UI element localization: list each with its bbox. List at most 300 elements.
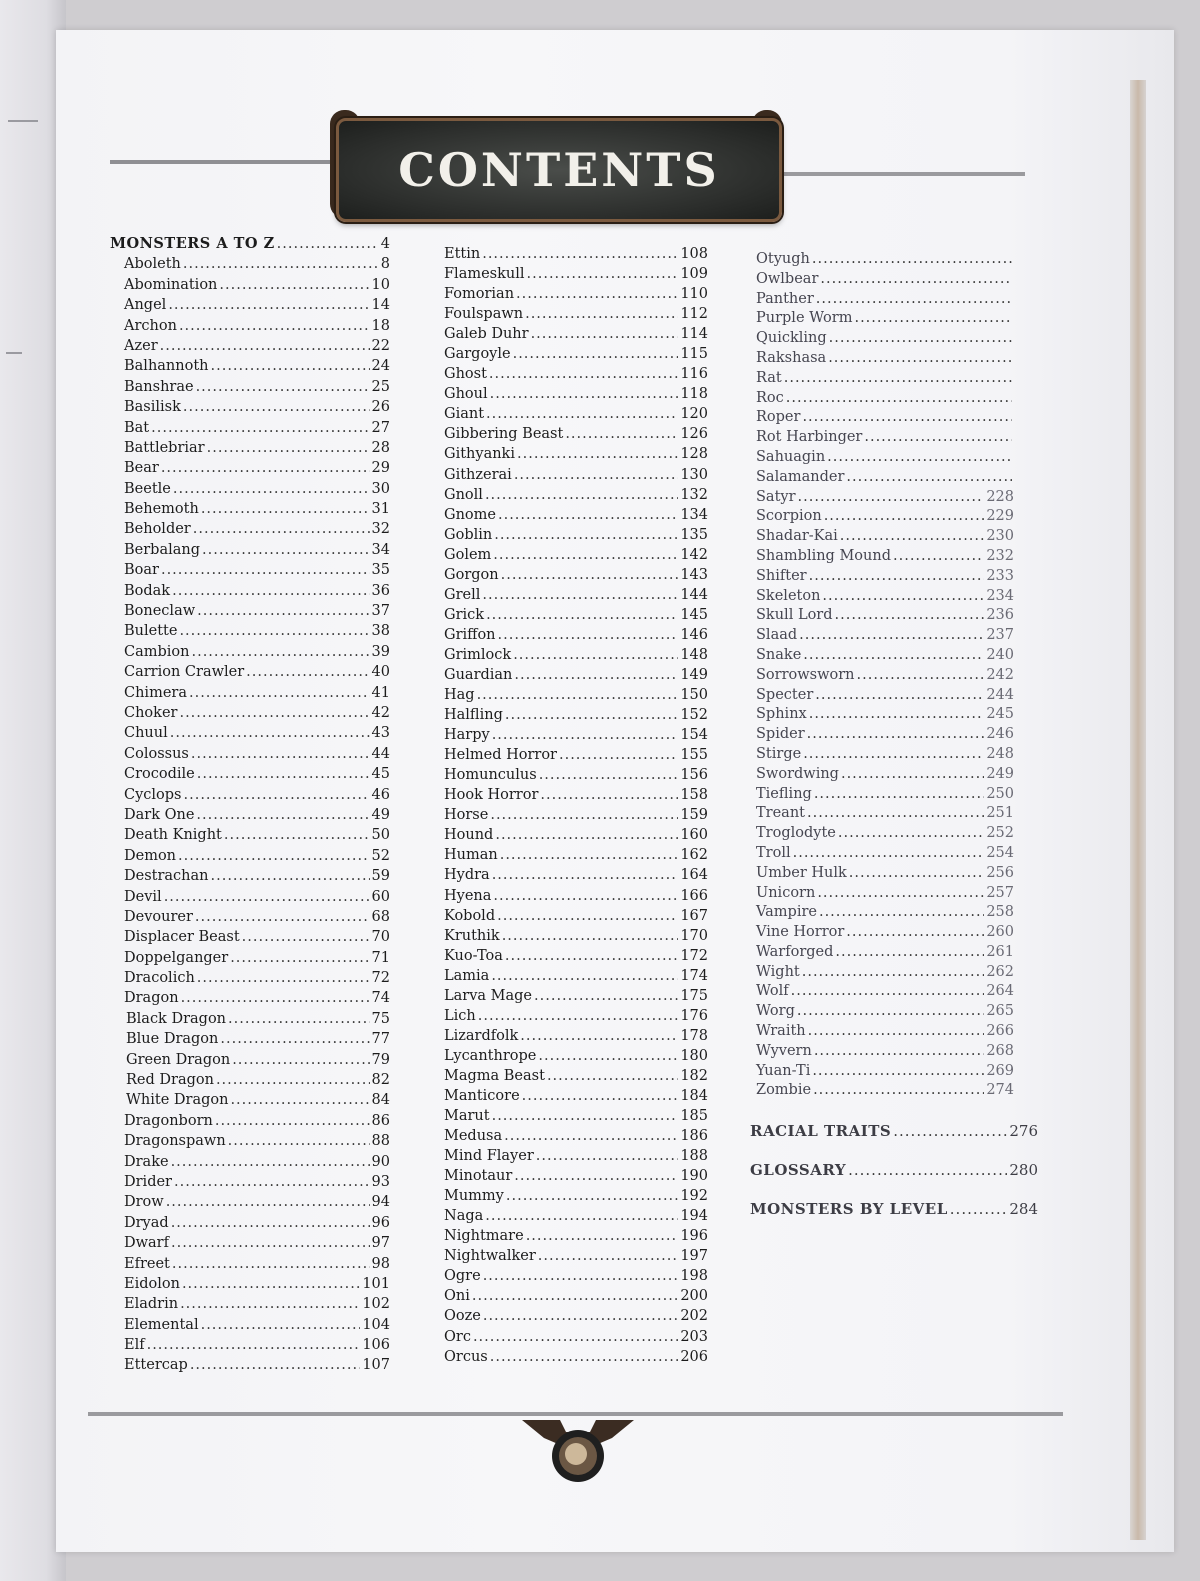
toc-entry xyxy=(110,805,390,825)
toc-entry-name: Otyugh xyxy=(756,251,810,267)
toc-entry-page: 250 xyxy=(986,785,1014,802)
toc-entry-page: 38 xyxy=(371,623,390,640)
toc-entry-name: Naga xyxy=(444,1208,484,1225)
toc-entry xyxy=(756,903,1014,923)
toc-entry-page: 264 xyxy=(986,983,1014,1000)
toc-leader-dots xyxy=(817,884,984,904)
toc-entry-name: Griffon xyxy=(444,626,496,643)
toc-entry-page: 118 xyxy=(680,386,708,403)
toc-entry-name: Sphinx xyxy=(756,706,807,723)
toc-entry xyxy=(110,1274,390,1294)
toc-entry xyxy=(110,1213,390,1233)
toc-entry-name: Chuul xyxy=(124,725,168,742)
toc-entry-name: Crocodile xyxy=(124,766,195,783)
toc-entry-name: Carrion Crawler xyxy=(124,664,245,681)
toc-entry-page: 86 xyxy=(371,1112,390,1129)
toc-entry-name: Snake xyxy=(756,646,802,663)
toc-entry xyxy=(444,1347,708,1367)
toc-entry-name: Devourer xyxy=(124,908,193,925)
toc-entry-name: Lizardfolk xyxy=(444,1027,519,1044)
toc-leader-dots xyxy=(182,1274,360,1294)
toc-entry-name: Unicorn xyxy=(756,884,816,901)
toc-entry xyxy=(444,886,708,906)
toc-entry-name: Yuan-Ti xyxy=(756,1062,811,1079)
toc-leader-dots xyxy=(820,270,1012,290)
toc-entry-page: 128 xyxy=(680,446,708,463)
toc-entry xyxy=(444,966,708,986)
toc-entry-page: 34 xyxy=(371,541,390,558)
toc-leader-dots xyxy=(170,723,370,743)
toc-entry-page: 8 xyxy=(380,256,390,273)
toc-entry-page: 228 xyxy=(986,488,1014,505)
toc-entry-name: Dragonborn xyxy=(124,1112,213,1129)
toc-entry-page: 144 xyxy=(680,586,708,603)
toc-entry xyxy=(110,295,390,315)
toc-entry-page: 84 xyxy=(371,1092,390,1109)
toc-entry xyxy=(756,488,1014,508)
toc-leader-dots xyxy=(527,264,679,284)
toc-entry xyxy=(444,765,708,785)
toc-leader-dots xyxy=(485,485,678,505)
toc-leader-dots xyxy=(807,725,985,745)
toc-section-entry xyxy=(750,1198,1038,1237)
toc-entry-page: 252 xyxy=(986,825,1014,842)
toc-entry xyxy=(444,906,708,926)
toc-entry xyxy=(110,601,390,621)
toc-entry-page: 232 xyxy=(986,547,1014,564)
toc-entry-name: Gnome xyxy=(444,506,496,523)
toc-entry xyxy=(756,428,1014,448)
toc-entry-name: Shifter xyxy=(756,567,807,584)
toc-entry-page: 170 xyxy=(680,927,708,944)
toc-entry xyxy=(110,519,390,539)
page-stack-edge xyxy=(1130,80,1146,1540)
toc-entry xyxy=(756,606,1014,626)
toc-entry-name: Tiefling xyxy=(756,785,812,802)
toc-leader-dots xyxy=(196,377,370,397)
toc-entry-name: Dark One xyxy=(124,806,195,823)
toc-entry-page: 107 xyxy=(362,1357,390,1374)
toc-leader-dots xyxy=(179,316,370,336)
toc-entry-name: Troglodyte xyxy=(756,825,836,842)
toc-entry-name: Black Dragon xyxy=(126,1010,227,1027)
toc-entry xyxy=(110,275,390,295)
toc-entry xyxy=(756,567,1014,587)
toc-leader-dots xyxy=(513,344,679,364)
toc-leader-dots xyxy=(502,926,679,946)
toc-entry xyxy=(756,646,1014,666)
toc-leader-dots xyxy=(486,404,678,424)
toc-entry-page: 14 xyxy=(371,297,390,314)
toc-entry-name: Ettin xyxy=(444,246,481,262)
toc-entry-page: 160 xyxy=(680,827,708,844)
toc-entry xyxy=(110,846,390,866)
toc-leader-dots xyxy=(495,825,678,845)
toc-entry-name: Behemoth xyxy=(124,501,199,518)
toc-entry-name: Choker xyxy=(124,704,178,721)
toc-entry-page: 36 xyxy=(371,582,390,599)
toc-entry-page: 150 xyxy=(680,687,708,704)
toc-leader-dots xyxy=(835,943,984,963)
toc-leader-dots xyxy=(559,745,678,765)
toc-entry xyxy=(756,745,1014,765)
toc-leader-dots xyxy=(539,765,679,785)
toc-entry xyxy=(444,926,708,946)
contents-banner xyxy=(336,118,782,222)
toc-entry-page: 135 xyxy=(680,526,708,543)
toc-entry xyxy=(110,744,390,764)
toc-entry xyxy=(444,545,708,565)
toc-entry-page: 184 xyxy=(680,1087,708,1104)
toc-entry-name: Sorrowsworn xyxy=(756,666,855,683)
toc-leader-dots xyxy=(215,1111,370,1131)
toc-entry-page: 71 xyxy=(371,949,390,966)
toc-leader-dots xyxy=(803,745,984,765)
toc-leader-dots xyxy=(189,683,370,703)
toc-entry-name: Treant xyxy=(756,805,805,822)
toc-leader-dots xyxy=(797,1002,984,1022)
toc-entry-name: Ogre xyxy=(444,1268,481,1285)
toc-entry-name: Bodak xyxy=(124,582,171,599)
toc-leader-dots xyxy=(168,295,369,315)
toc-entry-name: Ghost xyxy=(444,366,487,383)
toc-entry-name: Giant xyxy=(444,406,485,423)
toc-column-3 xyxy=(756,250,1014,1101)
toc-leader-dots xyxy=(477,685,679,705)
toc-entry-page: 50 xyxy=(371,827,390,844)
toc-entry-name: Owlbear xyxy=(756,270,819,287)
toc-leader-dots xyxy=(494,525,678,545)
toc-leader-dots xyxy=(828,349,1012,369)
toc-leader-dots xyxy=(172,581,369,601)
toc-leader-dots xyxy=(498,505,678,525)
toc-leader-dots xyxy=(195,907,370,927)
page-title: CONTENTS xyxy=(398,143,720,197)
toc-entry-name: Zombie xyxy=(756,1082,812,1099)
toc-entry-name: Dracolich xyxy=(124,970,195,987)
toc-leader-dots xyxy=(197,601,369,621)
toc-entry-name: Slaad xyxy=(756,627,798,644)
toc-entry-name: Boar xyxy=(124,562,159,579)
toc-leader-dots xyxy=(173,479,370,499)
toc-leader-dots xyxy=(228,1131,370,1151)
toc-leader-dots xyxy=(190,1355,361,1375)
toc-entry xyxy=(756,250,1014,270)
toc-entry xyxy=(756,329,1014,349)
toc-leader-dots xyxy=(798,488,985,508)
toc-entry xyxy=(444,264,708,284)
toc-entry-name: Specter xyxy=(756,686,814,703)
toc-entry-page: 24 xyxy=(371,358,390,375)
toc-entry-name: Wight xyxy=(756,963,800,980)
toc-entry xyxy=(444,685,708,705)
toc-entry-name: Gibbering Beast xyxy=(444,426,564,443)
toc-entry-page: 114 xyxy=(680,326,708,343)
toc-entry xyxy=(110,1152,390,1172)
toc-entry xyxy=(756,626,1014,646)
toc-entry-page: 164 xyxy=(680,867,708,884)
toc-entry-page: 149 xyxy=(680,666,708,683)
toc-entry-page: 269 xyxy=(986,1062,1014,1079)
toc-entry xyxy=(756,527,1014,547)
toc-entry xyxy=(444,525,708,545)
toc-entry xyxy=(110,1233,390,1253)
toc-entry-name: Purple Worm xyxy=(756,310,853,327)
toc-entry xyxy=(110,723,390,743)
toc-leader-dots xyxy=(506,1186,678,1206)
toc-leader-dots xyxy=(814,785,984,805)
toc-entry xyxy=(110,377,390,397)
toc-leader-dots xyxy=(172,1254,370,1274)
toc-entry-page: 266 xyxy=(986,1023,1014,1040)
toc-entry xyxy=(444,865,708,885)
toc-entry-name: Elemental xyxy=(124,1316,199,1333)
toc-entry-name: Efreet xyxy=(124,1255,170,1272)
toc-entry-name: Warforged xyxy=(756,943,834,960)
toc-leader-dots xyxy=(492,865,679,885)
toc-leader-dots xyxy=(242,927,370,947)
toc-entry-name: Worg xyxy=(756,1003,795,1020)
toc-entry-name: Banshrae xyxy=(124,378,194,395)
toc-leader-dots xyxy=(490,805,678,825)
toc-leader-dots xyxy=(540,785,678,805)
toc-entry-page: 4 xyxy=(380,236,390,252)
toc-entry xyxy=(110,621,390,641)
toc-entry-name: Vine Horror xyxy=(756,924,845,941)
toc-entry-name: Eladrin xyxy=(124,1296,179,1313)
toc-entry-name: Cambion xyxy=(124,643,190,660)
toc-entry xyxy=(756,1081,1014,1101)
toc-leader-dots xyxy=(786,389,1012,409)
toc-entry-page: 206 xyxy=(680,1348,708,1365)
toc-entry-page: 260 xyxy=(986,924,1014,941)
toc-entry-name: Sahuagin xyxy=(756,448,826,465)
toc-entry xyxy=(110,316,390,336)
toc-entry-name: Salamander xyxy=(756,468,845,485)
toc-entry-name: Ettercap xyxy=(124,1357,188,1374)
toc-entry xyxy=(444,344,708,364)
toc-entry xyxy=(110,540,390,560)
toc-entry-name: Rakshasa xyxy=(756,349,827,366)
toc-entry-page: 188 xyxy=(680,1148,708,1165)
toc-entry xyxy=(444,384,708,404)
toc-entry xyxy=(444,1186,708,1206)
toc-entry-name: Beholder xyxy=(124,521,191,538)
toc-entry xyxy=(110,581,390,601)
toc-leader-dots xyxy=(791,982,985,1002)
toc-entry xyxy=(444,705,708,725)
toc-entry xyxy=(756,844,1014,864)
toc-entry xyxy=(110,438,390,458)
toc-entry xyxy=(110,1070,390,1090)
toc-leader-dots xyxy=(854,309,1012,329)
toc-entry-name: Rot Harbinger xyxy=(756,429,863,446)
toc-entry xyxy=(110,825,390,845)
toc-entry-name: Human xyxy=(444,847,498,864)
toc-entry xyxy=(756,785,1014,805)
toc-entry-page: 94 xyxy=(371,1194,390,1211)
toc-entry-name: Skeleton xyxy=(756,587,821,604)
toc-leader-dots xyxy=(196,805,369,825)
toc-entry-page: 41 xyxy=(371,684,390,701)
toc-entry-page: 246 xyxy=(986,726,1014,743)
toc-leader-dots xyxy=(184,785,370,805)
toc-entry-name: Larva Mage xyxy=(444,987,533,1004)
toc-leader-dots xyxy=(522,1086,679,1106)
toc-section-name: RACIAL TRAITS xyxy=(750,1122,892,1140)
toc-entry xyxy=(756,982,1014,1002)
toc-entry-page: 240 xyxy=(986,646,1014,663)
toc-entry-page: 49 xyxy=(371,806,390,823)
toc-entry xyxy=(756,309,1014,329)
toc-entry xyxy=(110,560,390,580)
toc-entry xyxy=(110,458,390,478)
toc-leader-dots xyxy=(147,1335,361,1355)
toc-entry-page: 274 xyxy=(986,1082,1014,1099)
toc-leader-dots xyxy=(547,1066,678,1086)
toc-entry-name: Orcus xyxy=(444,1348,488,1365)
toc-entry-page: 10 xyxy=(371,276,390,293)
toc-entry-page: 31 xyxy=(371,501,390,518)
toc-entry-name: Swordwing xyxy=(756,765,839,782)
toc-entry-name: Hound xyxy=(444,827,494,844)
toc-entry-page: 44 xyxy=(371,745,390,762)
toc-entry xyxy=(756,448,1014,468)
toc-entry-name: Azer xyxy=(124,337,158,354)
toc-leader-dots xyxy=(193,519,370,539)
toc-entry xyxy=(110,1009,390,1029)
toc-entry-name: Wolf xyxy=(756,983,789,1000)
toc-entry-page: 126 xyxy=(680,426,708,443)
toc-entry-name: Umber Hulk xyxy=(756,864,847,881)
toc-leader-dots xyxy=(492,725,679,745)
toc-entry xyxy=(110,1192,390,1212)
toc-entry-page: 72 xyxy=(371,970,390,987)
toc-entry xyxy=(444,1166,708,1186)
toc-entry-page: 236 xyxy=(986,607,1014,624)
toc-leader-dots xyxy=(191,642,369,662)
toc-entry xyxy=(444,986,708,1006)
toc-entry xyxy=(444,625,708,645)
toc-entry xyxy=(444,1026,708,1046)
toc-entry xyxy=(444,946,708,966)
toc-leader-dots xyxy=(472,1286,678,1306)
toc-entry-page: 110 xyxy=(680,286,708,303)
toc-entry-page: 43 xyxy=(371,725,390,742)
toc-entry-name: Devil xyxy=(124,888,162,905)
toc-entry-page: 28 xyxy=(371,439,390,456)
toc-leader-dots xyxy=(220,1029,369,1049)
toc-entry-page: 156 xyxy=(680,767,708,784)
toc-entry-page: 180 xyxy=(680,1047,708,1064)
toc-entry-name: Mummy xyxy=(444,1188,504,1205)
toc-entry-page: 98 xyxy=(371,1255,390,1272)
toc-entry-page: 194 xyxy=(680,1208,708,1225)
toc-entry-name: Blue Dragon xyxy=(126,1031,219,1048)
toc-leader-dots xyxy=(482,585,678,605)
toc-leader-dots xyxy=(504,1126,678,1146)
toc-entry-page: 192 xyxy=(680,1188,708,1205)
header-rule-left xyxy=(110,160,340,164)
toc-entry-page: 101 xyxy=(362,1275,390,1292)
toc-entry-page: 22 xyxy=(371,337,390,354)
toc-entry xyxy=(444,284,708,304)
toc-entry xyxy=(444,404,708,424)
toc-leader-dots xyxy=(161,560,370,580)
toc-leader-dots xyxy=(784,369,1012,389)
toc-entry-page: 229 xyxy=(986,508,1014,525)
toc-entry-name: Orc xyxy=(444,1328,471,1345)
toc-entry-page: 178 xyxy=(680,1027,708,1044)
toc-entry-page: 102 xyxy=(362,1296,390,1313)
toc-entry-page: 97 xyxy=(371,1235,390,1252)
toc-leader-dots xyxy=(151,418,369,438)
toc-leader-dots xyxy=(846,468,1012,488)
toc-entry-name: Wyvern xyxy=(756,1042,812,1059)
toc-entry xyxy=(110,1131,390,1151)
toc-entry-page: 74 xyxy=(371,990,390,1007)
toc-entry-name: Quickling xyxy=(756,330,827,347)
toc-entry-name: Balhannoth xyxy=(124,358,209,375)
toc-entry-page: 39 xyxy=(371,643,390,660)
toc-entry-page: 174 xyxy=(680,967,708,984)
toc-section-name: MONSTERS BY LEVEL xyxy=(750,1200,948,1218)
toc-entry xyxy=(756,963,1014,983)
toc-leader-dots xyxy=(809,705,985,725)
toc-entry xyxy=(444,645,708,665)
toc-leader-dots xyxy=(161,458,370,478)
toc-entry-name: Drow xyxy=(124,1194,164,1211)
toc-entry xyxy=(444,304,708,324)
toc-entry-name: Magma Beast xyxy=(444,1067,545,1084)
toc-entry xyxy=(756,765,1014,785)
toc-leader-dots xyxy=(483,1266,679,1286)
toc-entry xyxy=(444,244,708,264)
toc-entry xyxy=(444,1086,708,1106)
toc-leader-dots xyxy=(230,948,369,968)
toc-entry-page: 29 xyxy=(371,460,390,477)
toc-entry xyxy=(444,485,708,505)
toc-entry-page: 185 xyxy=(680,1108,708,1125)
toc-entry-name: Grick xyxy=(444,606,485,623)
toc-leader-dots xyxy=(838,824,984,844)
toc-leader-dots xyxy=(207,438,370,458)
toc-leader-dots xyxy=(565,424,678,444)
toc-entry xyxy=(756,507,1014,527)
toc-entry-name: Rat xyxy=(756,369,782,386)
toc-entry xyxy=(444,1126,708,1146)
toc-entry-page: 88 xyxy=(371,1133,390,1150)
toc-entry xyxy=(756,864,1014,884)
toc-leader-dots xyxy=(846,923,984,943)
toc-leader-dots xyxy=(166,1192,370,1212)
toc-entry xyxy=(110,254,390,274)
toc-entry xyxy=(756,587,1014,607)
toc-entry-page: 162 xyxy=(680,847,708,864)
toc-entry-name: Horse xyxy=(444,807,489,824)
toc-entry-page: 251 xyxy=(986,805,1014,822)
toc-entry xyxy=(756,1062,1014,1082)
toc-entry-name: Troll xyxy=(756,844,791,861)
toc-leader-dots xyxy=(857,666,985,686)
toc-entry xyxy=(110,1335,390,1355)
toc-entry-name: Doppelganger xyxy=(124,949,229,966)
toc-entry-name: Flameskull xyxy=(444,266,525,283)
toc-entry-name: Colossus xyxy=(124,745,189,762)
toc-leader-dots xyxy=(799,626,984,646)
toc-entry-page: 52 xyxy=(371,847,390,864)
toc-entry-name: Medusa xyxy=(444,1128,503,1145)
